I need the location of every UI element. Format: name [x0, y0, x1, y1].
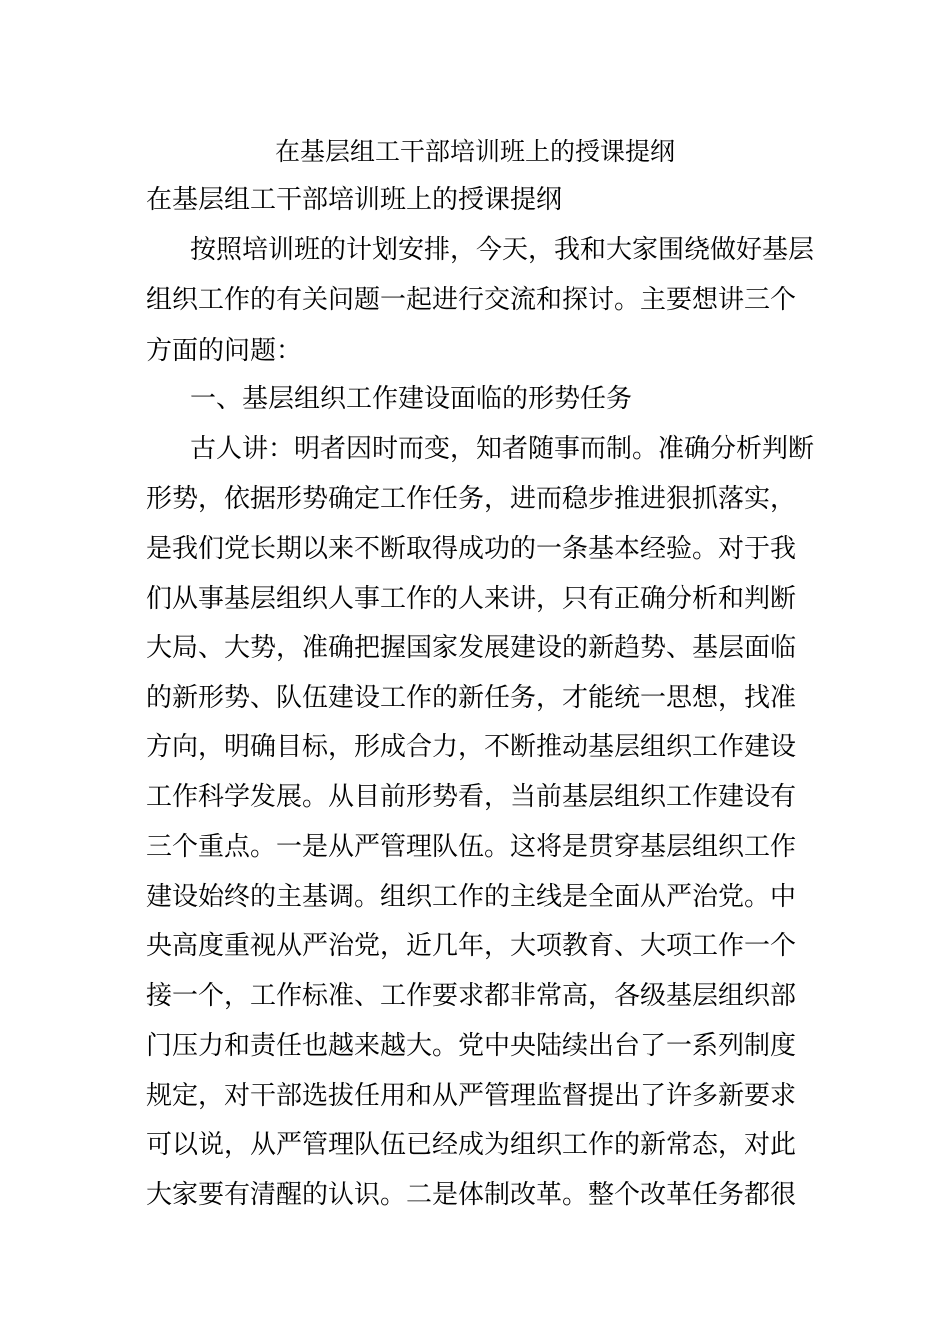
- text-line: 工作科学发展。从目前形势看，当前基层组织工作建设有: [146, 782, 797, 812]
- page-title: 在基层组工干部培训班上的授课提纲: [274, 137, 675, 166]
- text-line: 组织工作的有关问题一起进行交流和探讨。主要想讲三个: [146, 285, 797, 315]
- text-line: 们从事基层组织人事工作的人来讲，只有正确分析和判断: [146, 584, 797, 614]
- text-line: 规定，对干部选拔任用和从严管理监督提出了许多新要求: [146, 1081, 797, 1111]
- subtitle-line: 在基层组工干部培训班上的授课提纲: [146, 185, 563, 215]
- text-line: 大家要有清醒的认识。二是体制改革。整个改革任务都很: [146, 1180, 797, 1210]
- text-line: 的新形势、队伍建设工作的新任务，才能统一思想，找准: [146, 683, 797, 713]
- text-line: 接一个，工作标准、工作要求都非常高，各级基层组织部: [146, 981, 797, 1011]
- text-line: 方面的问题：: [146, 336, 303, 366]
- text-line: 是我们党长期以来不断取得成功的一条基本经验。对于我: [146, 534, 797, 564]
- text-line: 可以说，从严管理队伍已经成为组织工作的新常态，对此: [146, 1130, 797, 1160]
- text-line: 形势，依据形势确定工作任务，进而稳步推进狠抓落实，: [146, 484, 797, 514]
- text-line: 方向，明确目标，形成合力，不断推动基层组织工作建设: [146, 732, 797, 762]
- text-line: 建设始终的主基调。组织工作的主线是全面从严治党。中: [146, 882, 797, 912]
- text-line: 门压力和责任也越来越大。党中央陆续出台了一系列制度: [146, 1031, 797, 1061]
- text-line: 按照培训班的计划安排，今天，我和大家围绕做好基层: [190, 235, 815, 265]
- text-line: 三个重点。一是从严管理队伍。这将是贯穿基层组织工作: [146, 832, 797, 862]
- text-line: 央高度重视从严治党，近几年，大项教育、大项工作一个: [146, 931, 797, 961]
- text-line: 古人讲：明者因时而变，知者随事而制。准确分析判断: [190, 434, 815, 464]
- section-heading: 一、基层组织工作建设面临的形势任务: [190, 384, 633, 414]
- text-line: 大局、大势，准确把握国家发展建设的新趋势、基层面临: [146, 633, 797, 663]
